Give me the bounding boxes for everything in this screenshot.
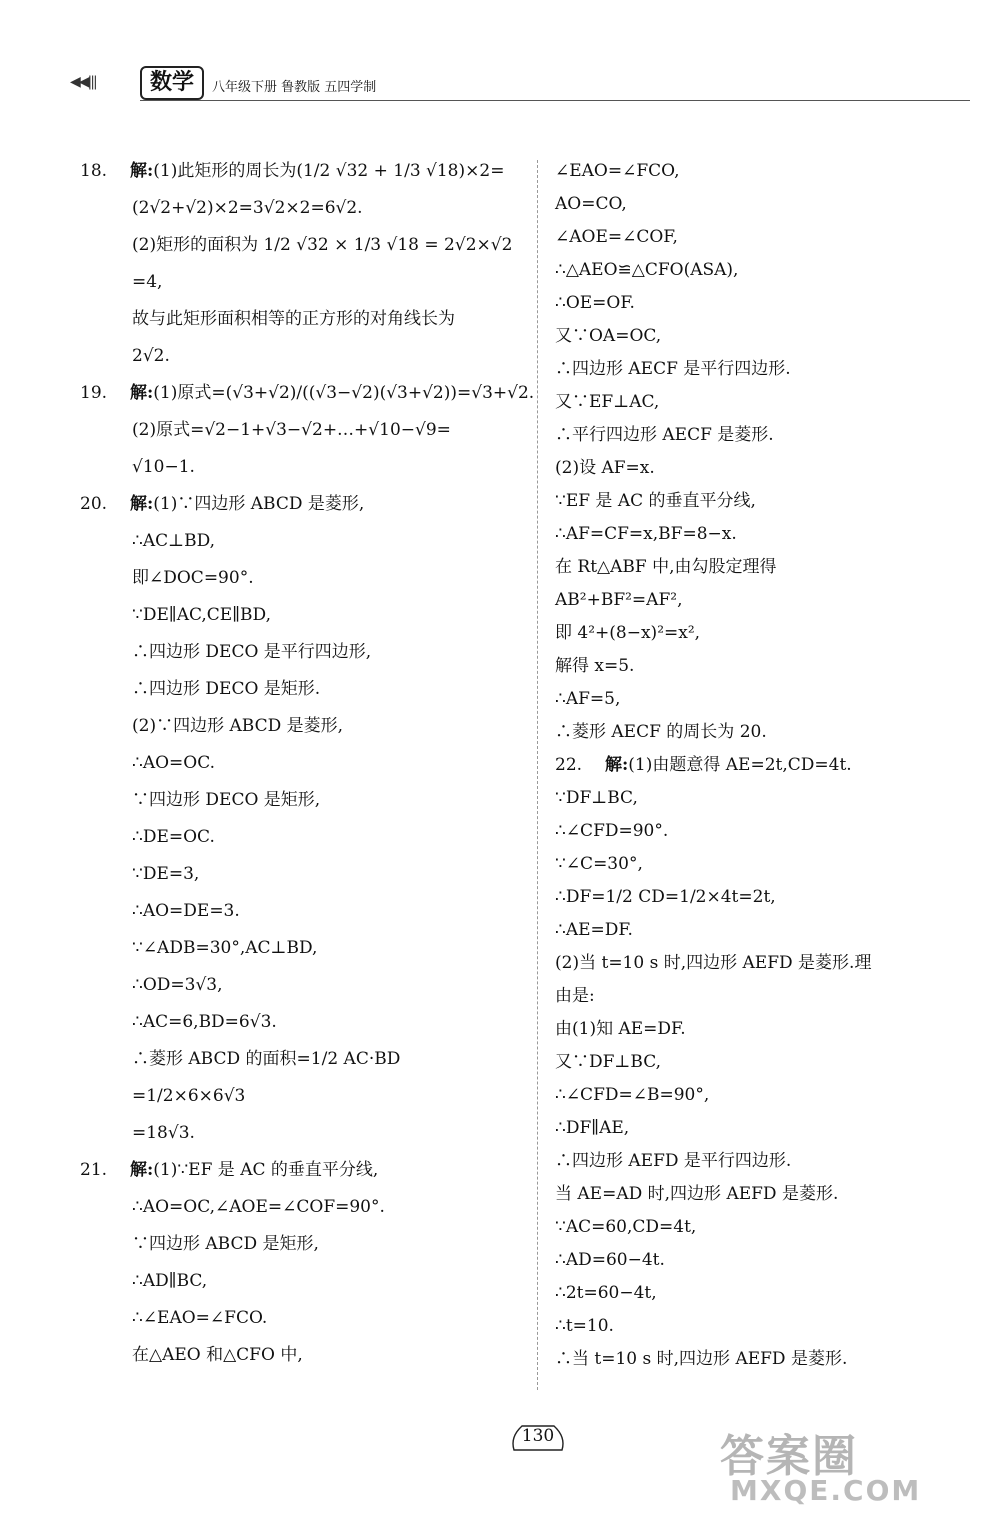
solution-line	[555, 1315, 614, 1337]
solution-line	[80, 345, 170, 367]
column-divider	[537, 160, 538, 1390]
solution-line	[80, 567, 254, 589]
solution-line	[80, 900, 240, 922]
solution-text: ∠AOE=∠COF,	[555, 227, 678, 247]
solution-text: ∵DF⊥BC,	[555, 788, 638, 808]
solution-line	[555, 556, 776, 578]
solution-text: AB²+BF²=AF²,	[555, 590, 683, 610]
solution-lead: 解:	[130, 383, 154, 403]
solution-text: (2√2+√2)×2=3√2×2=6√2.	[132, 198, 363, 218]
solution-text: ∴AF=CF=x,BF=8−x.	[555, 524, 737, 544]
solution-text: ∵∠ADB=30°,AC⊥BD,	[132, 938, 318, 958]
solution-line	[80, 1344, 303, 1366]
header-rule	[140, 100, 970, 101]
solution-text: 故与此矩形面积相等的正方形的对角线长为	[132, 309, 455, 329]
solution-line	[80, 1307, 267, 1329]
solution-line	[555, 1051, 661, 1073]
solution-line	[80, 1085, 245, 1107]
solution-text: 2√2.	[132, 346, 170, 366]
solution-line	[555, 1183, 838, 1205]
solution-line	[555, 259, 738, 281]
solution-line	[80, 937, 317, 959]
solution-line	[555, 1150, 791, 1172]
solution-text: ∴AC=6,BD=6√3.	[132, 1012, 277, 1032]
solution-text: ∴t=10.	[555, 1316, 614, 1336]
problem-number: 19.	[80, 383, 108, 403]
solution-text: (1)原式=(√3+√2)/((√3−√2)(√3+√2))=√3+√2.	[153, 383, 535, 403]
solution-line	[80, 530, 215, 552]
solution-text: ∴AD=60−4t.	[555, 1250, 665, 1270]
solution-line	[555, 919, 633, 941]
solution-text: (1)此矩形的周长为(1/2 √32 + 1/3 √18)×2=	[153, 161, 505, 181]
solution-line	[555, 1216, 696, 1238]
solution-text: 在△AEO 和△CFO 中,	[132, 1345, 303, 1365]
solution-line	[555, 391, 659, 413]
solution-text: =1/2×6×6√3	[132, 1086, 246, 1106]
solution-text: (2)矩形的面积为 1/2 √32 × 1/3 √18 = 2√2×√2	[132, 235, 513, 255]
page-header	[40, 60, 970, 100]
solution-text: 又∵OA=OC,	[555, 326, 662, 346]
solution-line	[555, 1018, 686, 1040]
solution-text: ∵DE=3,	[132, 864, 200, 884]
solution-line	[555, 193, 627, 215]
solution-line	[80, 456, 195, 478]
solution-line	[555, 160, 680, 182]
solution-text: ∴菱形 AECF 的周长为 20.	[555, 722, 767, 742]
solution-line	[555, 1348, 847, 1370]
solution-line	[80, 308, 455, 330]
solution-text: 即 4²+(8−x)²=x²,	[555, 623, 701, 643]
header-ornament-icon: ◀◀|||	[70, 74, 96, 90]
solution-line	[555, 490, 756, 512]
solution-text: (2)原式=√2−1+√3−√2+…+√10−√9=	[132, 420, 451, 440]
solution-text: ∴AC⊥BD,	[132, 531, 216, 551]
solution-line	[80, 1233, 319, 1255]
solution-text: ∵EF 是 AC 的垂直平分线,	[555, 491, 756, 511]
solution-line	[80, 974, 223, 996]
solution-line	[555, 1249, 665, 1271]
solution-line	[555, 754, 852, 776]
solution-line	[555, 589, 682, 611]
solution-text: ∴四边形 AECF 是平行四边形.	[555, 359, 791, 379]
solution-line	[555, 688, 620, 710]
solution-line	[80, 1011, 277, 1033]
solution-text: ∴OE=OF.	[555, 293, 635, 313]
solution-line	[80, 1159, 378, 1181]
solution-line	[80, 1196, 385, 1218]
solution-text: ∵DE∥AC,CE∥BD,	[132, 605, 271, 625]
solution-text: ∴∠EAO=∠FCO.	[132, 1308, 268, 1328]
solution-text: ∠EAO=∠FCO,	[555, 161, 680, 181]
solution-line	[80, 604, 271, 626]
solution-line	[80, 826, 215, 848]
solution-text: ∴∠CFD=∠B=90°,	[555, 1085, 710, 1105]
solution-line	[555, 622, 700, 644]
solution-text: (1)∵四边形 ABCD 是菱形,	[153, 494, 365, 514]
solution-text: (2)设 AF=x.	[555, 458, 655, 478]
solution-line	[555, 325, 661, 347]
solution-text: 即∠DOC=90°.	[132, 568, 254, 588]
watermark-url: MXQE.COM	[730, 1474, 922, 1507]
book-subtitle: 八年级下册 鲁教版 五四学制	[212, 80, 377, 95]
solution-text: ∴四边形 AEFD 是平行四边形.	[555, 1151, 792, 1171]
solution-line	[80, 715, 343, 737]
solution-line	[80, 1122, 195, 1144]
solution-text: ∴AO=OC.	[132, 753, 216, 773]
solution-line	[80, 752, 215, 774]
solution-text: ∴OD=3√3,	[132, 975, 223, 995]
solution-line	[555, 523, 737, 545]
solution-line	[80, 271, 162, 293]
solution-line	[555, 1084, 709, 1106]
solution-text: ∴AF=5,	[555, 689, 621, 709]
problem-number: 21.	[80, 1160, 108, 1180]
solution-text: ∴AE=DF.	[555, 920, 633, 940]
solution-line	[555, 853, 643, 875]
solution-text: 由是:	[555, 986, 595, 1006]
solution-line	[555, 985, 595, 1007]
problem-number: 22.	[555, 755, 583, 775]
solution-text: ∴平行四边形 AECF 是菱形.	[555, 425, 774, 445]
page-number-badge	[508, 1420, 568, 1454]
page-number: 130	[521, 1426, 555, 1446]
solution-text: ∵四边形 DECO 是矩形,	[132, 790, 321, 810]
solution-line	[80, 789, 320, 811]
solution-line	[80, 197, 363, 219]
watermark-logo: 答案圈	[720, 1431, 858, 1482]
solution-text: (2)∵四边形 ABCD 是菱形,	[132, 716, 344, 736]
solution-text: 当 AE=AD 时,四边形 AEFD 是菱形.	[555, 1184, 839, 1204]
solution-line	[80, 419, 451, 441]
solution-line	[80, 863, 199, 885]
solution-text: (1)由题意得 AE=2t,CD=4t.	[628, 755, 852, 775]
solution-lead: 解:	[605, 755, 629, 775]
solution-text: ∵∠C=30°,	[555, 854, 643, 874]
solution-line	[555, 787, 638, 809]
problem-number: 18.	[80, 161, 108, 181]
solution-text: ∴四边形 DECO 是矩形.	[132, 679, 321, 699]
solution-line	[80, 678, 320, 700]
solution-line	[80, 641, 371, 663]
solution-line	[80, 234, 512, 256]
solution-line	[80, 1048, 400, 1070]
solution-text: 在 Rt△ABF 中,由勾股定理得	[555, 557, 777, 577]
solution-line	[555, 1117, 629, 1139]
solution-line	[555, 358, 791, 380]
solution-line	[555, 424, 774, 446]
solution-lead: 解:	[130, 494, 154, 514]
solution-text: (1)∵EF 是 AC 的垂直平分线,	[153, 1160, 379, 1180]
solution-text: ∴∠CFD=90°.	[555, 821, 669, 841]
solution-text: ∴2t=60−4t,	[555, 1283, 657, 1303]
solution-line	[80, 1270, 207, 1292]
solution-line	[555, 721, 767, 743]
solution-line	[555, 292, 635, 314]
watermark	[720, 1420, 990, 1510]
solution-text: ∴AO=OC,∠AOE=∠COF=90°.	[132, 1197, 385, 1217]
solution-text: ∴菱形 ABCD 的面积=1/2 AC·BD	[132, 1049, 401, 1069]
solution-text: ∴DF∥AE,	[555, 1118, 630, 1138]
subject-badge: 数学	[140, 66, 204, 100]
solution-line	[80, 160, 504, 182]
solution-lead: 解:	[130, 161, 154, 181]
solution-line	[555, 886, 776, 908]
solution-text: AO=CO,	[555, 194, 627, 214]
solution-line	[555, 1282, 657, 1304]
problem-number: 20.	[80, 494, 108, 514]
solution-text: ∵四边形 ABCD 是矩形,	[132, 1234, 319, 1254]
solution-text: (2)当 t=10 s 时,四边形 AEFD 是菱形.理	[555, 953, 872, 973]
solution-text: ∴当 t=10 s 时,四边形 AEFD 是菱形.	[555, 1349, 848, 1369]
solution-text: =18√3.	[132, 1123, 195, 1143]
solution-text: ∴DF=1/2 CD=1/2×4t=2t,	[555, 887, 776, 907]
solution-line	[555, 655, 634, 677]
solution-line	[555, 820, 668, 842]
solution-line	[80, 493, 364, 515]
solution-line	[555, 952, 871, 974]
solution-text: =4,	[132, 272, 163, 292]
solution-line	[80, 382, 534, 404]
solution-text: 又∵DF⊥BC,	[555, 1052, 662, 1072]
solution-text: √10−1.	[132, 457, 195, 477]
solution-text: 解得 x=5.	[555, 656, 635, 676]
solution-text: ∴DE=OC.	[132, 827, 215, 847]
solution-text: ∴AO=DE=3.	[132, 901, 240, 921]
solution-line	[555, 226, 678, 248]
solution-text: ∴四边形 DECO 是平行四边形,	[132, 642, 372, 662]
solution-text: 由(1)知 AE=DF.	[555, 1019, 686, 1039]
solution-line	[555, 457, 655, 479]
solution-lead: 解:	[130, 1160, 154, 1180]
solution-text: 又∵EF⊥AC,	[555, 392, 660, 412]
solution-text: ∴△AEO≌△CFO(ASA),	[555, 260, 739, 280]
solution-text: ∴AD∥BC,	[132, 1271, 208, 1291]
solution-text: ∵AC=60,CD=4t,	[555, 1217, 697, 1237]
